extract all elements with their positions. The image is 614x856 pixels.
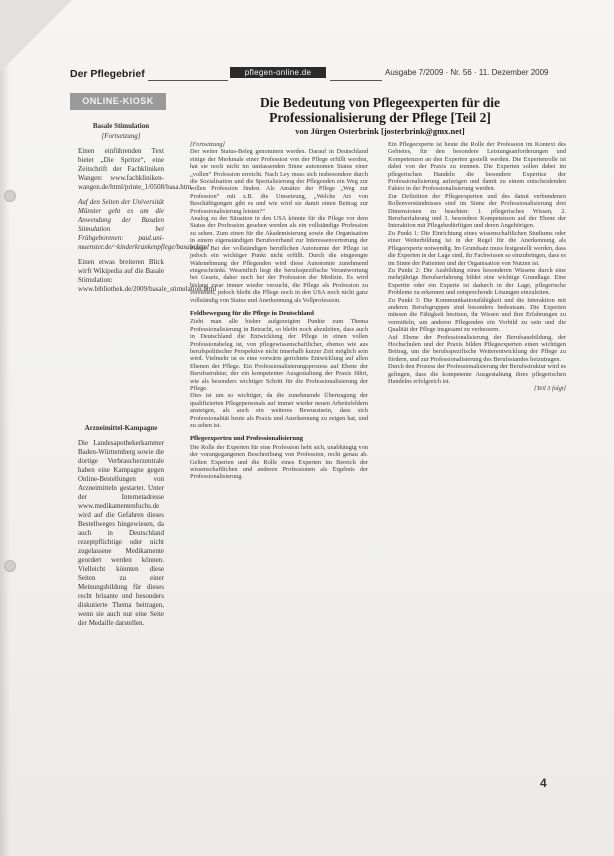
- body-paragraph: Die Rolle der Experten für eine Profession hebt sich, unabhängig von der vorangegangenen Beschreibung von Profession, recht genau ab. Gelten Experten und die Rolle eines Experten im Bereich der wissenschaftlichen und anderen Professionen als Ergebnis der Professionalisierung.: [190, 443, 368, 481]
- sidebar-paragraph: Einen einführenden Text bietet „Die Spritze“, eine Zeitschrift der Fachkliniken Wangen: www.fachkliniken-wangen.de/html/printe_1/0508/basa.htm.: [78, 147, 193, 191]
- body-paragraph: Auf Ebene der Professionalisierung der Berufsausbildung, der Hochschulen und der Praxis bilden Pflegeexperten einen wichtigen Beitrag, um die berufsspezifische Weiterentwicklung der Pflege zu fördern, und zur Professionalisierung des Berufsstandes beizutragen.: [388, 333, 566, 363]
- article-title-line: Die Bedeutung von Pflegeexperten für die: [259, 95, 501, 110]
- column-subhead: [Fortsetzung]: [190, 141, 225, 148]
- issue-info: Ausgabe 7/2009 · Nr. 56 · 11. Dezember 2009: [385, 68, 549, 77]
- publication-name: Der Pflegebrief: [70, 68, 145, 80]
- sidebar-box-arzneimittel: [78, 424, 164, 634]
- sidebar-paragraph: Einen etwas breiteren Blick wirft Wikipedia auf die Basale Stimulation: www.bibliothek.de/2009/basale_stimulation.html: [78, 258, 217, 293]
- article-column-left: [190, 141, 368, 481]
- header-rule: [148, 80, 228, 81]
- body-paragraph: Zu Punkt 3: Die Kommunikationsfähigkeit und die Interaktion mit anderen Berufsgruppen sind besonders bedeutsam. Die Experten müssen die Fähigkeit besitzen, ihr Wissen und ihre Erfahrungen zu vermitteln, um anderen Pflegenden ein Vorbild zu sein und die Qualität der Pflege insgesamt zu verbessern.: [388, 296, 566, 334]
- body-paragraph: Ein Pflegeexperte ist heute die Rolle der Profession im Kontext des Gebietes, für den besondere Leistungsanforderungen und Kompetenzen an den Experten gestellt werden. Die Expertenrolle ist dabei von der Praxis zu trennen. Die Experten sollen dabei im pflegerischen Handeln die besondere Expertise der Professionalisierung aufzeigen und damit zu einem entscheidenden Faktor in der Professionalisierung werden.: [388, 141, 566, 193]
- body-paragraph: Analog zu der Situation in den USA könnte für die Pflege vor dem Status der Profession gesehen werden als ein vollständige Profession zu sehen. Zum einen für die Akademisierung sowie die Organisation in einem eigenständigen Berufsverband zur Interessenvertretung der Pflege. Bei der vollständigen beruflichen Autonomie der Pflege ist jedoch ein wichtiger Punkt nicht erfüllt. Durch die eingeengte Wahrnehmung der Pflegenden wird diese Autonomie zunehmend eingeschränkt. Wesentlich liegt die berufsspezifische Verantwortung bei Gesetz, daher noch bei der Profession der Medizin. Es wird bislang zwar immer wieder versucht, die Pflege als Profession zu verstehen, jedoch bleibt die Pflege noch in den USA noch nicht ganz vollständig von Status und Anerkennung als Vollprofession.: [190, 215, 368, 304]
- body-paragraph: Zur Definition der Pflegeexperten und des damit verbundenen Rollenverständnisses sind im Sinne der Professionalisierung drei Dimensionen zu beachten: 1. pflegerisches Wissen, 2. Berufserfahrung und 3. besondere Kompetenzen auf der Ebene der Interaktion mit Pflegebedürftigen und deren Angehörigen.: [388, 192, 566, 230]
- page-mark: 4: [540, 776, 547, 790]
- sidebar-paragraph: Auf den Seiten der Universität Münster geht es um die Anwendung der Basalen Stimulation bei Frühgeborenen: paul.uni-muenster.de/~kinderkrankenpflege/basale.html: [78, 198, 209, 251]
- punch-hole: [4, 560, 16, 572]
- header-rule: [330, 80, 382, 81]
- sidebar-box-basale: [78, 122, 217, 300]
- scan-shadow: [0, 0, 10, 856]
- article-column-right: [388, 141, 566, 393]
- body-paragraph: Durch den Prozess der Professionalisierung der Berufsstruktur wird es gelingen, dass die kompetente Ausgestaltung ihres pflegerischen Handelns erfolgreich ist.: [388, 363, 566, 385]
- body-paragraph: Zieht man alle bisher aufgezeigten Punkte zum Thema Professionalisierung in Betracht, so bleibt noch abzuleiten, dass auch in Deutschland die Entwicklung der Pflege in einen vollen Professionsbeleg ist, von pflegewissenschaftlicher, ebenso wie aus berufspolitischer Perspektive nicht innerhalb kurzer Zeit möglich sein wird. Vielmehr ist es eine vorwärts gerichtete Entwicklung auf allen Ebenen der Pflege. Ein Professionalisierungsprozess auf Ebene der Berufsstruktur, der ein kompetenter Ausgestaltung der Praxis führt, wie als besonders wichtiger Schritt für die Professionalisierung der Pflege.: [190, 318, 368, 392]
- body-paragraph: Zu Punkt 2: Die Ausbildung eines besonderen Wissens durch eine mehrjährige Berufserfahrung bildet eine wichtige Grundlage. Eine Expertin oder ein Experte ist dadurch in der Lage, pflegerische Probleme zu erkennen und entsprechende Lösungen einzuleiten.: [388, 266, 566, 297]
- body-paragraph: Der weiter Status-Beleg genommen werden. Darauf in Deutschland einige der Merkmale einer Profession von der Pflege erfüllt werden, hat sie noch nicht im umfassenden Sinne autonomen Status einer „vollen“ Profession erreicht. Nach Ley muss sich insbesondere durch die Sozialisation und die Spezialisierung der Pflegenden ein Weg zur vollen Profession finden. Als Ansätze der Pflege „Weg zur Profession“ mit z.B. die Umsetzung, „Welche Art von Beschäftigungen gibt es und wie wird sie damit einen Beitrag zur Professionalisierung leisten?“: [190, 148, 368, 215]
- sidebar-box-title: Basale Stimulation: [92, 122, 150, 130]
- online-kiosk-label: ONLINE-KIOSK: [70, 93, 166, 110]
- article-author: von Jürgen Osterbrink [josterbrink@gmx.net]: [295, 126, 465, 136]
- sidebar-box-subtitle: [Fortsetzung]: [101, 132, 141, 140]
- sidebar-paragraph: Die Landesapothekerkammer Baden-Württemberg sowie die dortige Verbraucherzentrale haben eine Kampagne gegen Online-Bestellungen von Arzneimitteln gestartet. Unter der Internetadresse www.medikamentenfuchs.de wird auf die Gefahren dieses Bestellweges hingewiesen, da auch in Deutschland rezeptpflichtige oder nicht zugelassene Medikamente geordert werden können. Vielleicht könnten diese Seiten zu einer Meinungsbildung für dieses recht brisante und besonders diskutierte Thema beitragen, wenn sie auch nur eine Seite der Medaille darstellen.: [78, 439, 164, 627]
- sidebar-box-title: Arzneimittel-Kampagne: [84, 424, 158, 432]
- punch-hole: [4, 190, 16, 202]
- brand-logo: pflegen-online.de: [230, 67, 326, 78]
- article-title-line: Professionalisierung der Pflege [Teil 2]: [269, 110, 491, 125]
- body-paragraph: Dies ist um so wichtiger, da die zunehmende Übertragung der qualifizierten Pflegepersonals auf immer wieder neuen Arbeitsfeldern ansteigen, als auch ein weiteres Bewusstsein, dass sich Professionalität heute als Praxis und Anerkennung zu zeigen hat, und zu sehen ist.: [190, 392, 368, 430]
- folded-corner: [0, 0, 72, 72]
- section-heading: Pflegeexperten und Professionalisierung: [190, 435, 304, 443]
- article-title: [188, 95, 572, 125]
- body-paragraph: Zu Punkt 1: Die Einrichtung eines wissenschaftlichen Studiums oder einer Weiterbildung ist in der Regel für die Anerkennung als Pflegeexperte notwendig. Im Grundsatz muss festgestellt werden, dass die Experten in der Lage sind, ihr Fachwissen so einzubringen, dass es im Sinne der Patienten und der Organisation von Nutzen ist.: [388, 229, 566, 267]
- continued-note: [Teil 3 folgt]: [534, 385, 566, 393]
- section-heading: Feldbewegung für die Pflege in Deutschland: [190, 309, 314, 317]
